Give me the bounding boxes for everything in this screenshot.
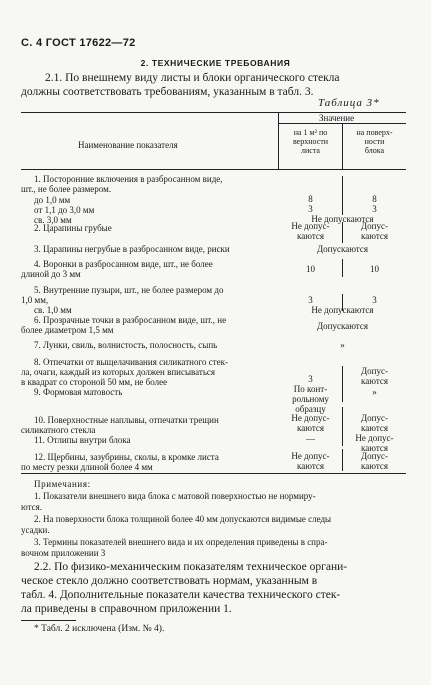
paragraph-2-2-line1: 2.2. По физико-механическим показателям техническое органи- xyxy=(34,561,348,573)
col-sub1-line2: верхности xyxy=(292,137,329,146)
row11-v1: — xyxy=(306,434,315,444)
note-2-line2: усадки. xyxy=(21,525,50,535)
table-bottom-rule xyxy=(21,473,406,474)
row7-line1: 7. Лунки, свиль, волнистость, полосность, сыпь xyxy=(34,340,218,350)
row6-line2: более диаметром 1,5 мм xyxy=(21,325,114,335)
note-1-line1: 1. Показатели внешнего вида блока с матовой поверхностью не нормиру- xyxy=(34,491,316,501)
footnote: * Табл. 2 исключена (Изм. № 4). xyxy=(34,624,165,634)
page-header: С. 4 ГОСТ 17622—72 xyxy=(21,37,136,49)
row1-v2b: 3 xyxy=(372,204,377,214)
row12-line2: по месту резки длиной более 4 мм xyxy=(21,462,153,472)
row2-v1b: каются xyxy=(296,231,324,241)
paragraph-2-2-line2: ческое стекло должно соответствовать нормам, указанным в xyxy=(21,575,318,587)
row5-v1: 3 xyxy=(308,295,313,305)
row10-v1b: каются xyxy=(296,423,324,433)
row10-v1a: Не допус- xyxy=(291,413,330,423)
row2-line1: 2. Царапины грубые xyxy=(34,223,112,233)
col-header-value: Значение xyxy=(319,113,355,123)
row10-v2b: каются xyxy=(360,423,388,433)
paragraph-2-2-line3: табл. 4. Дополнительные показатели качества технического стек- xyxy=(21,589,341,601)
paragraph-2-1-line2: должны соответствовать требованиям, указанным в табл. 3. xyxy=(21,86,314,98)
row3-line1: 3. Царапины негрубые в разбросанном виде, риски xyxy=(34,244,230,254)
row5-line1: 5. Внутренние пузыри, шт., не более размером до xyxy=(34,285,224,295)
row10-v2a: Допус- xyxy=(361,413,388,423)
row2-v1a: Не допус- xyxy=(291,221,330,231)
col-sub2-line3: блока xyxy=(364,146,385,155)
col-sub2-line1: на поверх- xyxy=(356,128,393,137)
row9-v1a: По конт- xyxy=(293,384,328,394)
col-sub2-line2: ности xyxy=(364,137,385,146)
table-header-bottom-rule xyxy=(21,169,406,170)
row3-span: Допускаются xyxy=(317,244,368,254)
row12-v1b: каются xyxy=(296,461,324,471)
row1-v1a: 8 xyxy=(308,194,313,204)
row10-line1: 10. Поверхностные наплывы, отпечатки трещин xyxy=(34,415,219,425)
row2-v2b: каются xyxy=(360,231,388,241)
col-header-name: Наименование показателя xyxy=(78,140,178,150)
row4-v1: 10 xyxy=(306,264,315,274)
row5-line2: 1,0 мм, xyxy=(21,295,49,305)
note-3-line1: 3. Термины показателей внешнего вида и их определения приведены в спра- xyxy=(34,537,328,547)
row2-v2a: Допус- xyxy=(361,221,388,231)
row8-line2: ла, очаги, каждый из которых должен вписываться xyxy=(21,367,216,377)
row1-line3: до 1,0 мм xyxy=(34,195,71,205)
row11-line1: 11. Отлипы внутри блока xyxy=(34,435,131,445)
row8-line1: 8. Отпечатки от выщелачивания силикатного стек- xyxy=(34,357,228,367)
row8-v2a: Допус- xyxy=(361,366,388,376)
row4-v2: 10 xyxy=(370,264,379,274)
row12-v1a: Не допус- xyxy=(291,451,330,461)
row1-span: Не допускаются xyxy=(311,214,374,224)
row1-line1: 1. Посторонние включения в разбросанном виде, xyxy=(34,174,223,184)
paragraph-2-1-line1: 2.1. По внешнему виду листы и блоки органического стекла xyxy=(45,72,340,84)
row8-v1: 3 xyxy=(308,374,313,384)
row11-v2b: каются xyxy=(360,443,388,453)
row9-v1c: образцу xyxy=(295,404,326,414)
row4-line1: 4. Воронки в разбросанном виде, шт., не более xyxy=(34,259,213,269)
row1-v2a: 8 xyxy=(372,194,377,204)
row12-v2a: Допус- xyxy=(361,451,388,461)
note-2-line1: 2. На поверхности блока толщиной более 40 мм допускаются видимые следы xyxy=(34,514,332,524)
row7-span: » xyxy=(340,340,345,350)
row6-line1: 6. Прозрачные точки в разбросанном виде, шт., не xyxy=(34,315,227,325)
row1-line2: шт., не более размером. xyxy=(21,184,112,194)
row1-line4: от 1,1 до 3,0 мм xyxy=(34,205,95,215)
row1-line5: св. 3,0 мм xyxy=(34,215,72,225)
row5-v2: 3 xyxy=(372,295,377,305)
row11-v2a: Не допус- xyxy=(355,433,394,443)
table-title: Таблица 3* xyxy=(318,97,380,109)
section-title: 2. ТЕХНИЧЕСКИЕ ТРЕБОВАНИЯ xyxy=(140,58,291,68)
row9-v2: » xyxy=(372,387,377,397)
note-1-line2: ются. xyxy=(21,502,43,512)
row9-v1b: рольному xyxy=(292,394,329,404)
row12-v2b: каются xyxy=(360,461,388,471)
col-sub1-line3: листа xyxy=(301,146,320,155)
paragraph-2-2-line4: ла приведены в справочном приложении 1. xyxy=(21,603,232,615)
notes-title: Примечания: xyxy=(34,479,91,489)
row12-line1: 12. Щербины, зазубрины, сколы, в кромке листа xyxy=(34,452,219,462)
row5-span: Не допускаются xyxy=(311,305,374,315)
row1-v1b: 3 xyxy=(308,204,313,214)
row5-line3: св. 1,0 мм xyxy=(34,305,72,315)
row8-v2b: каются xyxy=(360,376,388,386)
row10-line2: силикатного стекла xyxy=(21,425,96,435)
footnote-rule xyxy=(21,620,76,621)
row4-line2: длиной до 3 мм xyxy=(21,269,81,279)
row6-span: Допускаются xyxy=(317,321,368,331)
row8-line3: в квадрат со стороной 50 мм, не более xyxy=(21,377,168,387)
note-3-line2: вочном приложении 3 xyxy=(21,548,106,558)
col-sub1-line1: на 1 м² по xyxy=(293,128,328,137)
row9-line1: 9. Формовая матовость xyxy=(34,387,123,397)
